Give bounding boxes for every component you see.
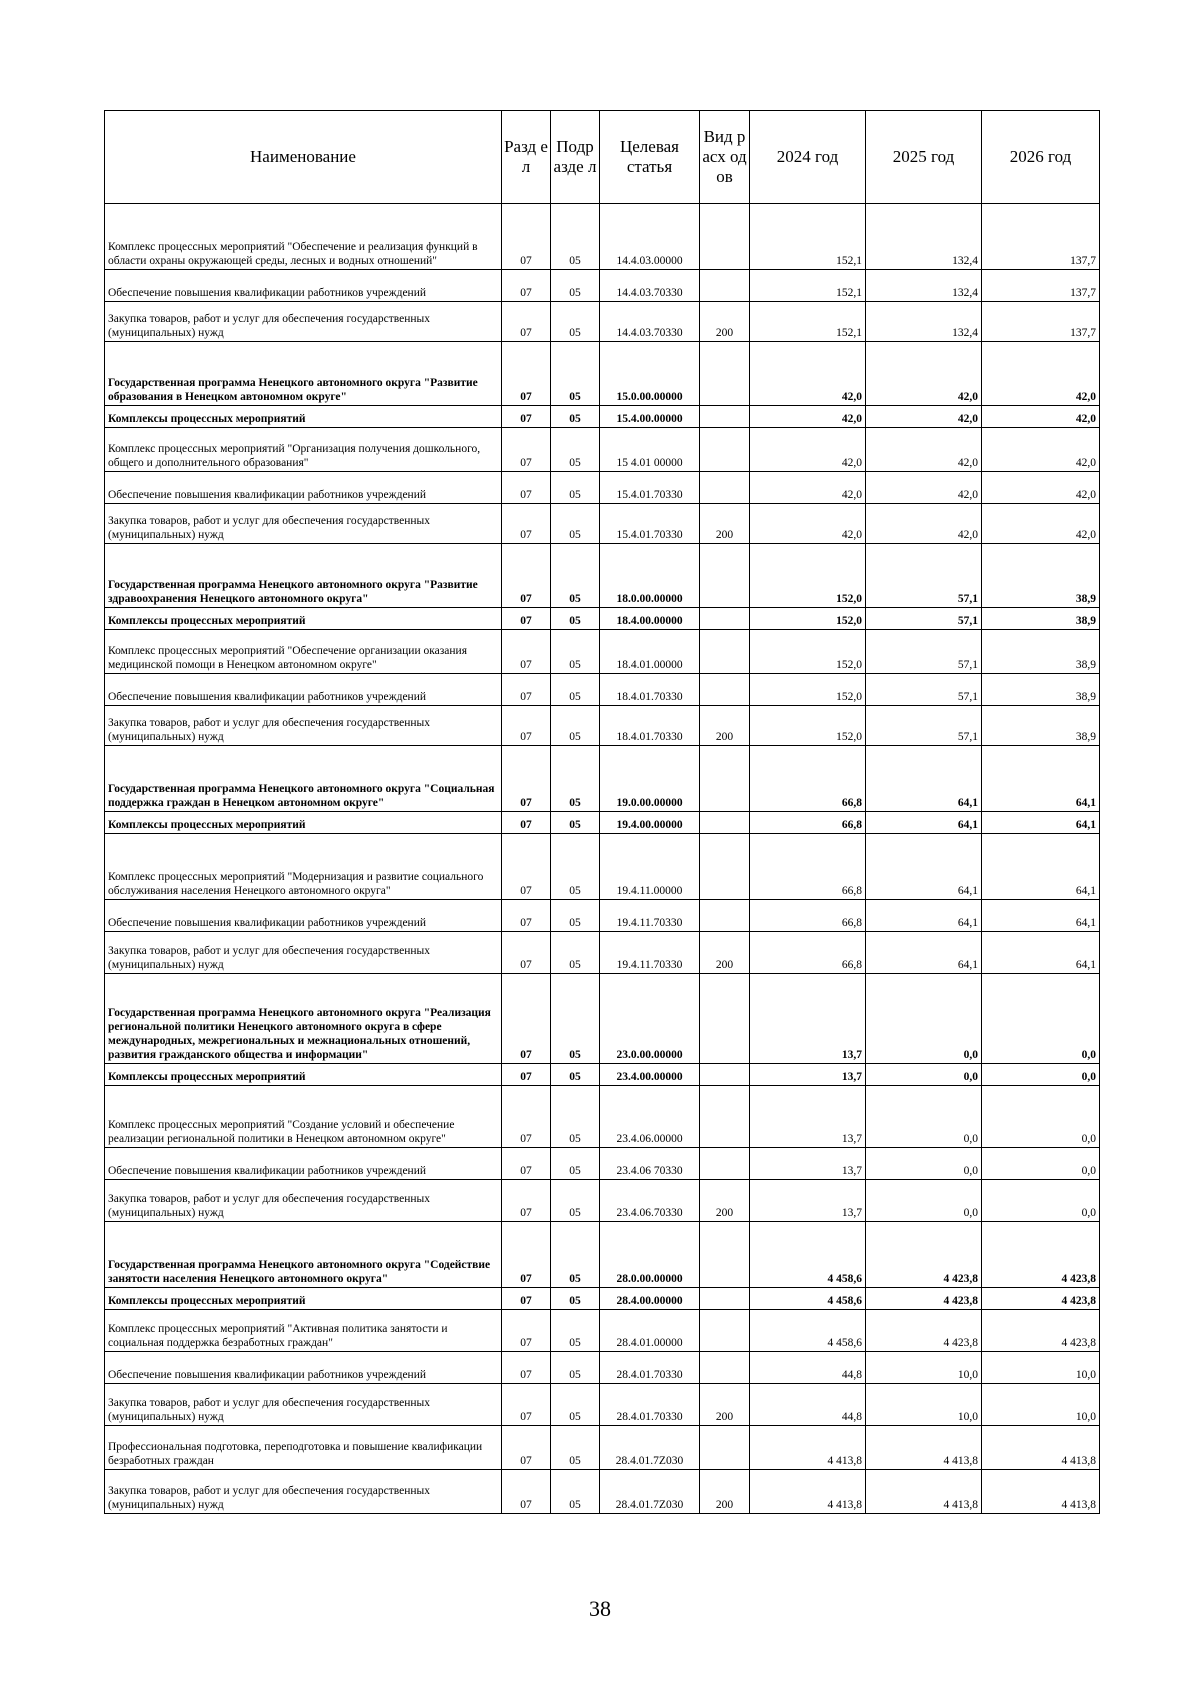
row-section: 07 — [502, 270, 551, 302]
row-value-2026: 0,0 — [982, 1180, 1100, 1222]
row-value-2025: 57,1 — [866, 544, 982, 608]
row-value-2026: 42,0 — [982, 504, 1100, 544]
row-subsection: 05 — [551, 544, 600, 608]
row-value-2024: 66,8 — [750, 746, 866, 812]
row-name: Обеспечение повышения квалификации работников учреждений — [105, 1148, 502, 1180]
header-expense-type: Вид расх одов — [700, 111, 750, 204]
table-row — [105, 544, 1100, 608]
row-value-2026: 10,0 — [982, 1384, 1100, 1426]
row-target-article: 18.4.01.70330 — [600, 674, 700, 706]
row-subsection: 05 — [551, 302, 600, 342]
row-value-2024: 152,0 — [750, 608, 866, 630]
row-target-article: 15.4.01.70330 — [600, 504, 700, 544]
row-expense-type — [700, 1222, 750, 1288]
row-name: Комплекс процессных мероприятий "Обеспечение и реализация функций в области охраны окружающей среды, лесных и водных отношений" — [105, 204, 502, 270]
row-value-2024: 4 458,6 — [750, 1310, 866, 1352]
row-value-2024: 66,8 — [750, 834, 866, 900]
row-subsection: 05 — [551, 1384, 600, 1426]
row-section: 07 — [502, 1148, 551, 1180]
table-row — [105, 746, 1100, 812]
table-row — [105, 812, 1100, 834]
row-expense-type: 200 — [700, 1384, 750, 1426]
row-expense-type — [700, 406, 750, 428]
row-value-2026: 4 423,8 — [982, 1288, 1100, 1310]
row-expense-type: 200 — [700, 302, 750, 342]
table-row — [105, 608, 1100, 630]
header-target-article: Целевая статья — [600, 111, 700, 204]
row-value-2024: 13,7 — [750, 1180, 866, 1222]
row-target-article: 28.4.01.70330 — [600, 1384, 700, 1426]
row-expense-type — [700, 674, 750, 706]
header-2025: 2025 год — [866, 111, 982, 204]
row-name: Обеспечение повышения квалификации работников учреждений — [105, 472, 502, 504]
row-subsection: 05 — [551, 342, 600, 406]
table-row — [105, 706, 1100, 746]
row-target-article: 18.4.01.70330 — [600, 706, 700, 746]
row-target-article: 28.4.00.00000 — [600, 1288, 700, 1310]
row-value-2025: 10,0 — [866, 1384, 982, 1426]
table-row — [105, 834, 1100, 900]
row-value-2024: 42,0 — [750, 342, 866, 406]
row-name: Закупка товаров, работ и услуг для обеспечения государственных (муниципальных) нужд — [105, 706, 502, 746]
row-section: 07 — [502, 900, 551, 932]
row-value-2026: 42,0 — [982, 406, 1100, 428]
row-target-article: 19.4.00.00000 — [600, 812, 700, 834]
row-subsection: 05 — [551, 674, 600, 706]
row-value-2024: 44,8 — [750, 1352, 866, 1384]
table-row — [105, 1310, 1100, 1352]
row-section: 07 — [502, 302, 551, 342]
row-section: 07 — [502, 608, 551, 630]
row-subsection: 05 — [551, 1426, 600, 1470]
row-target-article: 23.4.06.00000 — [600, 1086, 700, 1148]
row-target-article: 14.4.03.70330 — [600, 302, 700, 342]
row-target-article: 18.0.00.00000 — [600, 544, 700, 608]
row-target-article: 23.4.06.70330 — [600, 1180, 700, 1222]
row-section: 07 — [502, 544, 551, 608]
header-2024: 2024 год — [750, 111, 866, 204]
row-name: Закупка товаров, работ и услуг для обеспечения государственных (муниципальных) нужд — [105, 1180, 502, 1222]
row-name: Комплексы процессных мероприятий — [105, 406, 502, 428]
row-name: Комплекс процессных мероприятий "Создание условий и обеспечение реализации региональной политики в Ненецком автономном округе" — [105, 1086, 502, 1148]
row-value-2025: 57,1 — [866, 608, 982, 630]
row-value-2025: 57,1 — [866, 706, 982, 746]
row-value-2025: 0,0 — [866, 1180, 982, 1222]
row-value-2024: 152,1 — [750, 204, 866, 270]
row-subsection: 05 — [551, 428, 600, 472]
row-expense-type — [700, 1064, 750, 1086]
row-value-2026: 4 423,8 — [982, 1310, 1100, 1352]
row-target-article: 15.0.00.00000 — [600, 342, 700, 406]
row-expense-type — [700, 1310, 750, 1352]
row-value-2024: 66,8 — [750, 900, 866, 932]
row-name: Комплексы процессных мероприятий — [105, 1288, 502, 1310]
row-target-article: 23.0.00.00000 — [600, 974, 700, 1064]
row-value-2024: 66,8 — [750, 932, 866, 974]
row-value-2024: 4 458,6 — [750, 1222, 866, 1288]
table-header-row — [105, 111, 1100, 204]
row-subsection: 05 — [551, 472, 600, 504]
row-value-2025: 42,0 — [866, 428, 982, 472]
row-value-2026: 64,1 — [982, 932, 1100, 974]
row-expense-type — [700, 746, 750, 812]
row-target-article: 14.4.03.00000 — [600, 204, 700, 270]
row-target-article: 15.4.01.70330 — [600, 472, 700, 504]
row-section: 07 — [502, 1352, 551, 1384]
row-subsection: 05 — [551, 1470, 600, 1514]
row-name: Комплекс процессных мероприятий "Организация получения дошкольного, общего и дополнительного образования" — [105, 428, 502, 472]
row-expense-type — [700, 204, 750, 270]
row-value-2024: 152,0 — [750, 674, 866, 706]
row-value-2025: 132,4 — [866, 270, 982, 302]
row-value-2025: 42,0 — [866, 504, 982, 544]
table-row — [105, 1064, 1100, 1086]
row-value-2024: 42,0 — [750, 472, 866, 504]
row-value-2025: 4 413,8 — [866, 1426, 982, 1470]
row-value-2026: 137,7 — [982, 204, 1100, 270]
row-section: 07 — [502, 504, 551, 544]
table-row — [105, 1426, 1100, 1470]
row-value-2024: 152,0 — [750, 630, 866, 674]
header-subsection: Подр азде л — [551, 111, 600, 204]
row-section: 07 — [502, 932, 551, 974]
table-row — [105, 270, 1100, 302]
row-value-2024: 4 413,8 — [750, 1426, 866, 1470]
table-row — [105, 504, 1100, 544]
row-expense-type — [700, 544, 750, 608]
row-value-2025: 4 423,8 — [866, 1288, 982, 1310]
row-value-2026: 4 423,8 — [982, 1222, 1100, 1288]
row-section: 07 — [502, 204, 551, 270]
row-expense-type: 200 — [700, 932, 750, 974]
row-section: 07 — [502, 1180, 551, 1222]
row-section: 07 — [502, 342, 551, 406]
table-row — [105, 1352, 1100, 1384]
row-value-2025: 0,0 — [866, 1148, 982, 1180]
row-name: Закупка товаров, работ и услуг для обеспечения государственных (муниципальных) нужд — [105, 1470, 502, 1514]
row-expense-type — [700, 900, 750, 932]
row-section: 07 — [502, 1426, 551, 1470]
row-section: 07 — [502, 834, 551, 900]
row-value-2025: 4 423,8 — [866, 1310, 982, 1352]
row-subsection: 05 — [551, 1148, 600, 1180]
row-subsection: 05 — [551, 1222, 600, 1288]
row-name: Обеспечение повышения квалификации работников учреждений — [105, 900, 502, 932]
table-row — [105, 1148, 1100, 1180]
row-name: Профессиональная подготовка, переподготовка и повышение квалификации безработных граждан — [105, 1426, 502, 1470]
row-expense-type — [700, 342, 750, 406]
row-value-2025: 4 413,8 — [866, 1470, 982, 1514]
row-subsection: 05 — [551, 1180, 600, 1222]
row-value-2024: 152,1 — [750, 302, 866, 342]
row-section: 07 — [502, 674, 551, 706]
row-value-2026: 10,0 — [982, 1352, 1100, 1384]
row-value-2026: 0,0 — [982, 1064, 1100, 1086]
row-value-2026: 0,0 — [982, 974, 1100, 1064]
table-row — [105, 1222, 1100, 1288]
row-expense-type — [700, 834, 750, 900]
table-row — [105, 974, 1100, 1064]
row-value-2024: 42,0 — [750, 406, 866, 428]
row-value-2026: 0,0 — [982, 1148, 1100, 1180]
row-target-article: 15 4.01 00000 — [600, 428, 700, 472]
row-value-2026: 42,0 — [982, 428, 1100, 472]
row-subsection: 05 — [551, 1064, 600, 1086]
row-section: 07 — [502, 472, 551, 504]
row-target-article: 19.4.11.70330 — [600, 900, 700, 932]
row-value-2025: 42,0 — [866, 342, 982, 406]
row-value-2024: 152,1 — [750, 270, 866, 302]
row-value-2024: 44,8 — [750, 1384, 866, 1426]
row-subsection: 05 — [551, 900, 600, 932]
row-value-2026: 38,9 — [982, 674, 1100, 706]
row-expense-type: 200 — [700, 706, 750, 746]
row-subsection: 05 — [551, 204, 600, 270]
row-expense-type — [700, 428, 750, 472]
row-value-2026: 42,0 — [982, 342, 1100, 406]
row-name: Комплекс процессных мероприятий "Модернизация и развитие социального обслуживания населения Ненецкого автономного округа" — [105, 834, 502, 900]
row-value-2026: 64,1 — [982, 834, 1100, 900]
row-value-2026: 38,9 — [982, 608, 1100, 630]
header-section: Разд ел — [502, 111, 551, 204]
row-expense-type — [700, 472, 750, 504]
row-subsection: 05 — [551, 1352, 600, 1384]
row-value-2026: 42,0 — [982, 472, 1100, 504]
row-expense-type — [700, 1426, 750, 1470]
row-name: Комплексы процессных мероприятий — [105, 812, 502, 834]
row-value-2024: 66,8 — [750, 812, 866, 834]
row-subsection: 05 — [551, 932, 600, 974]
row-name: Закупка товаров, работ и услуг для обеспечения государственных (муниципальных) нужд — [105, 932, 502, 974]
row-section: 07 — [502, 746, 551, 812]
row-section: 07 — [502, 1310, 551, 1352]
row-value-2025: 0,0 — [866, 1064, 982, 1086]
row-subsection: 05 — [551, 1310, 600, 1352]
page-number: 38 — [589, 1596, 611, 1621]
row-value-2025: 10,0 — [866, 1352, 982, 1384]
row-subsection: 05 — [551, 406, 600, 428]
row-section: 07 — [502, 1086, 551, 1148]
header-2026: 2026 год — [982, 111, 1100, 204]
row-expense-type — [700, 608, 750, 630]
row-subsection: 05 — [551, 706, 600, 746]
row-value-2024: 42,0 — [750, 428, 866, 472]
row-section: 07 — [502, 974, 551, 1064]
row-value-2024: 152,0 — [750, 544, 866, 608]
row-value-2025: 64,1 — [866, 900, 982, 932]
row-value-2025: 42,0 — [866, 406, 982, 428]
row-value-2024: 13,7 — [750, 1086, 866, 1148]
row-target-article: 28.4.01.70330 — [600, 1352, 700, 1384]
row-value-2024: 13,7 — [750, 974, 866, 1064]
row-value-2026: 4 413,8 — [982, 1470, 1100, 1514]
row-value-2026: 38,9 — [982, 544, 1100, 608]
row-section: 07 — [502, 630, 551, 674]
row-name: Обеспечение повышения квалификации работников учреждений — [105, 674, 502, 706]
row-value-2025: 57,1 — [866, 674, 982, 706]
row-value-2025: 57,1 — [866, 630, 982, 674]
row-target-article: 23.4.06 70330 — [600, 1148, 700, 1180]
row-target-article: 28.0.00.00000 — [600, 1222, 700, 1288]
row-value-2024: 13,7 — [750, 1148, 866, 1180]
row-section: 07 — [502, 812, 551, 834]
row-value-2024: 152,0 — [750, 706, 866, 746]
row-expense-type — [700, 1086, 750, 1148]
row-name: Закупка товаров, работ и услуг для обеспечения государственных (муниципальных) нужд — [105, 504, 502, 544]
row-target-article: 18.4.00.00000 — [600, 608, 700, 630]
row-value-2026: 137,7 — [982, 302, 1100, 342]
row-name: Государственная программа Ненецкого автономного округа "Содействие занятости населения Ненецкого автономного округа" — [105, 1222, 502, 1288]
row-expense-type — [700, 630, 750, 674]
table-row — [105, 932, 1100, 974]
table-row — [105, 1384, 1100, 1426]
table-row — [105, 204, 1100, 270]
row-expense-type — [700, 1148, 750, 1180]
row-target-article: 19.0.00.00000 — [600, 746, 700, 812]
row-value-2025: 0,0 — [866, 974, 982, 1064]
row-target-article: 14.4.03.70330 — [600, 270, 700, 302]
row-expense-type — [700, 1288, 750, 1310]
row-section: 07 — [502, 706, 551, 746]
row-value-2024: 4 458,6 — [750, 1288, 866, 1310]
budget-table — [104, 110, 1100, 1514]
row-expense-type: 200 — [700, 504, 750, 544]
row-expense-type: 200 — [700, 1470, 750, 1514]
table-row — [105, 630, 1100, 674]
table-row — [105, 406, 1100, 428]
row-value-2025: 64,1 — [866, 812, 982, 834]
row-name: Комплексы процессных мероприятий — [105, 608, 502, 630]
row-section: 07 — [502, 1384, 551, 1426]
row-expense-type — [700, 1352, 750, 1384]
row-name: Обеспечение повышения квалификации работников учреждений — [105, 270, 502, 302]
row-value-2026: 0,0 — [982, 1086, 1100, 1148]
row-section: 07 — [502, 1222, 551, 1288]
row-value-2026: 64,1 — [982, 900, 1100, 932]
row-value-2026: 64,1 — [982, 812, 1100, 834]
row-name: Государственная программа Ненецкого автономного округа "Реализация региональной политики Ненецкого автономного округа в сфере международных, межрегиональных и межнациональных отношений, развития гражданского общества и информации" — [105, 974, 502, 1064]
table-row — [105, 1288, 1100, 1310]
row-name: Государственная программа Ненецкого автономного округа "Социальная поддержка граждан в Ненецком автономном округе" — [105, 746, 502, 812]
row-subsection: 05 — [551, 270, 600, 302]
row-name: Закупка товаров, работ и услуг для обеспечения государственных (муниципальных) нужд — [105, 302, 502, 342]
row-target-article: 28.4.01.7Z030 — [600, 1470, 700, 1514]
row-value-2026: 137,7 — [982, 270, 1100, 302]
table-row — [105, 428, 1100, 472]
row-subsection: 05 — [551, 812, 600, 834]
row-value-2024: 42,0 — [750, 504, 866, 544]
row-value-2024: 4 413,8 — [750, 1470, 866, 1514]
row-target-article: 23.4.00.00000 — [600, 1064, 700, 1086]
row-expense-type — [700, 270, 750, 302]
table-row — [105, 1180, 1100, 1222]
row-subsection: 05 — [551, 834, 600, 900]
row-target-article: 18.4.01.00000 — [600, 630, 700, 674]
row-value-2025: 42,0 — [866, 472, 982, 504]
row-name: Государственная программа Ненецкого автономного округа "Развитие образования в Ненецком автономном округе" — [105, 342, 502, 406]
row-value-2025: 64,1 — [866, 932, 982, 974]
table-row — [105, 1470, 1100, 1514]
row-section: 07 — [502, 428, 551, 472]
row-name: Комплекс процессных мероприятий "Обеспечение организации оказания медицинской помощи в Ненецком автономном округе" — [105, 630, 502, 674]
row-subsection: 05 — [551, 974, 600, 1064]
row-value-2025: 64,1 — [866, 834, 982, 900]
table-row — [105, 302, 1100, 342]
row-section: 07 — [502, 1470, 551, 1514]
row-expense-type: 200 — [700, 1180, 750, 1222]
table-row — [105, 1086, 1100, 1148]
row-section: 07 — [502, 1064, 551, 1086]
row-target-article: 19.4.11.70330 — [600, 932, 700, 974]
row-subsection: 05 — [551, 1288, 600, 1310]
row-value-2024: 13,7 — [750, 1064, 866, 1086]
header-name: Наименование — [105, 111, 502, 204]
table-row — [105, 900, 1100, 932]
row-name: Государственная программа Ненецкого автономного округа "Развитие здравоохранения Ненецкого автономного округа" — [105, 544, 502, 608]
row-value-2025: 132,4 — [866, 302, 982, 342]
row-value-2026: 38,9 — [982, 630, 1100, 674]
row-value-2026: 64,1 — [982, 746, 1100, 812]
row-subsection: 05 — [551, 630, 600, 674]
row-target-article: 28.4.01.7Z030 — [600, 1426, 700, 1470]
row-value-2026: 38,9 — [982, 706, 1100, 746]
row-target-article: 19.4.11.00000 — [600, 834, 700, 900]
table-row — [105, 674, 1100, 706]
row-subsection: 05 — [551, 1086, 600, 1148]
row-value-2025: 4 423,8 — [866, 1222, 982, 1288]
row-value-2025: 0,0 — [866, 1086, 982, 1148]
row-name: Обеспечение повышения квалификации работников учреждений — [105, 1352, 502, 1384]
row-section: 07 — [502, 1288, 551, 1310]
row-name: Комплексы процессных мероприятий — [105, 1064, 502, 1086]
row-section: 07 — [502, 406, 551, 428]
row-value-2025: 64,1 — [866, 746, 982, 812]
row-value-2025: 132,4 — [866, 204, 982, 270]
budget-table-container — [104, 110, 1099, 1514]
row-name: Комплекс процессных мероприятий "Активная политика занятости и социальная поддержка безработных граждан" — [105, 1310, 502, 1352]
table-row — [105, 342, 1100, 406]
row-target-article: 15.4.00.00000 — [600, 406, 700, 428]
row-subsection: 05 — [551, 746, 600, 812]
row-target-article: 28.4.01.00000 — [600, 1310, 700, 1352]
row-name: Закупка товаров, работ и услуг для обеспечения государственных (муниципальных) нужд — [105, 1384, 502, 1426]
row-subsection: 05 — [551, 608, 600, 630]
row-subsection: 05 — [551, 504, 600, 544]
row-expense-type — [700, 974, 750, 1064]
row-value-2026: 4 413,8 — [982, 1426, 1100, 1470]
row-expense-type — [700, 812, 750, 834]
table-row — [105, 472, 1100, 504]
